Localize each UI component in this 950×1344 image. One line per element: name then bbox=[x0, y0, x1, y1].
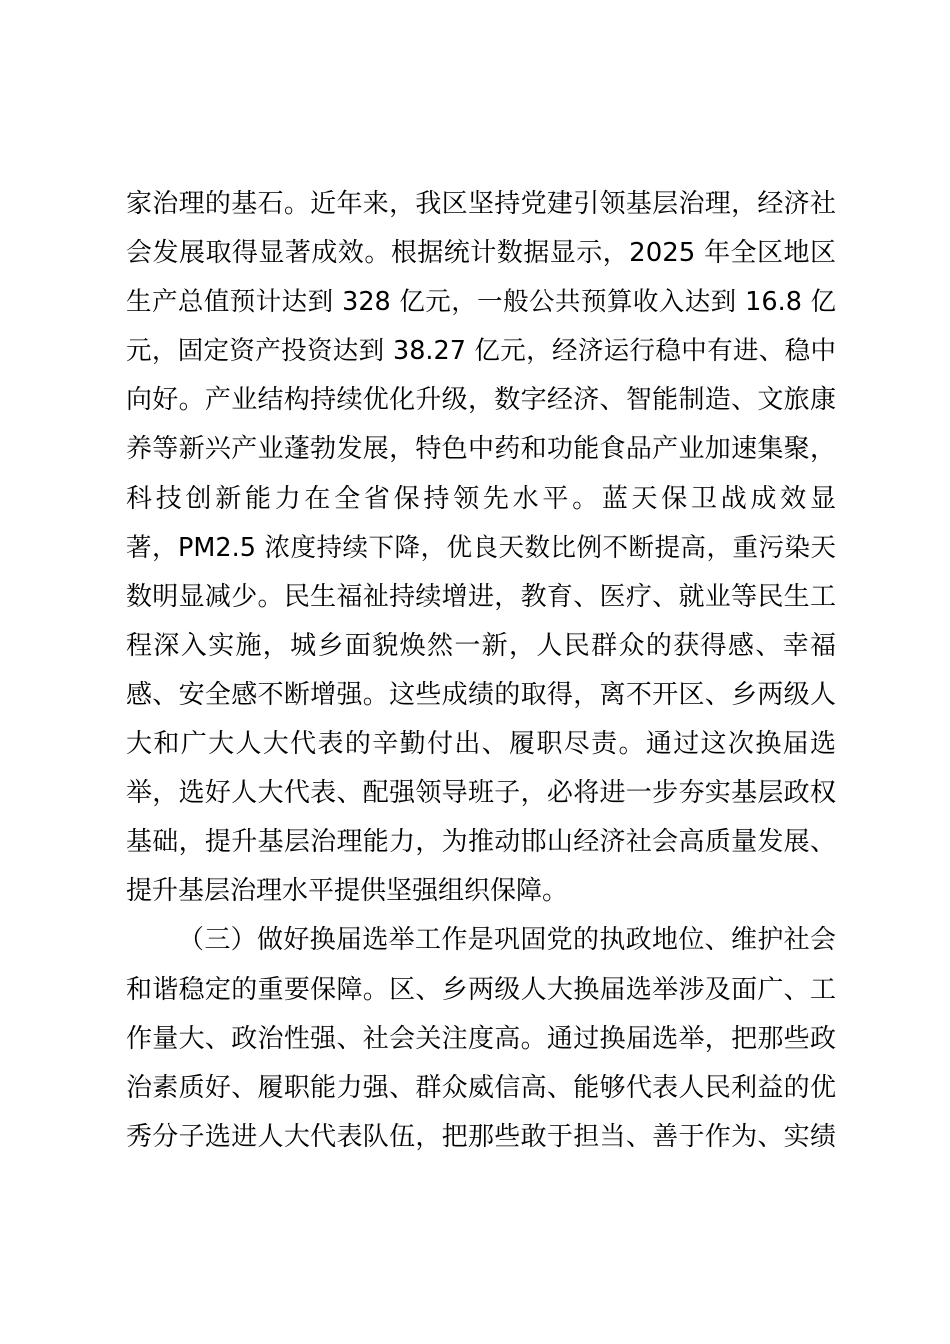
text-line: 基础，提升基层治理能力，为推动邯山经济社会高质量发展、 bbox=[126, 827, 836, 858]
text-line: 感、安全感不断增强。这些成绩的取得，离不开区、乡两级人 bbox=[126, 679, 836, 710]
text-line: 作量大、政治性强、社会关注度高。通过换届选举，把那些政 bbox=[126, 1023, 836, 1054]
text-line: 向好。产业结构持续优化升级，数字经济、智能制造、文旅康 bbox=[126, 385, 836, 416]
text-line: 养等新兴产业蓬勃发展，特色中药和功能食品产业加速集聚， bbox=[126, 434, 836, 465]
text-line: 科技创新能力在全省保持领先水平。蓝天保卫战成效显 bbox=[126, 483, 836, 514]
text-line: 生产总值预计达到 328 亿元，一般公共预算收入达到 16.8 亿 bbox=[126, 287, 836, 318]
text-line: 治素质好、履职能力强、群众威信高、能够代表人民利益的优 bbox=[126, 1072, 836, 1103]
text-line: 元，固定资产投资达到 38.27 亿元，经济运行稳中有进、稳中 bbox=[126, 336, 836, 367]
text-line: 程深入实施，城乡面貌焕然一新，人民群众的获得感、幸福 bbox=[126, 630, 836, 661]
text-line: 秀分子选进人大代表队伍，把那些敢于担当、善于作为、实绩 bbox=[126, 1121, 836, 1152]
text-line: 和谐稳定的重要保障。区、乡两级人大换届选举涉及面广、工 bbox=[126, 974, 836, 1005]
text-line: 会发展取得显著成效。根据统计数据显示，2025 年全区地区 bbox=[126, 238, 836, 269]
body-text bbox=[126, 180, 836, 1162]
paragraph-end-line: 提升基层治理水平提供坚强组织保障。 bbox=[126, 876, 569, 907]
text-line: 家治理的基石。近年来，我区坚持党建引领基层治理，经济社 bbox=[126, 189, 836, 219]
text-line: 数明显减少。民生福祉持续增进，教育、医疗、就业等民生工 bbox=[126, 581, 836, 612]
text-line: 大和广大人大代表的辛勤付出、履职尽责。通过这次换届选 bbox=[126, 729, 836, 760]
text-line: 著，PM2.5 浓度持续下降，优良天数比例不断提高，重污染天 bbox=[126, 532, 836, 563]
text-line: 举，选好人大代表、配强领导班子，必将进一步夯实基层政权 bbox=[126, 778, 836, 809]
paragraph-start-line: （三）做好换届选举工作是巩固党的执政地位、维护社会 bbox=[178, 925, 836, 956]
